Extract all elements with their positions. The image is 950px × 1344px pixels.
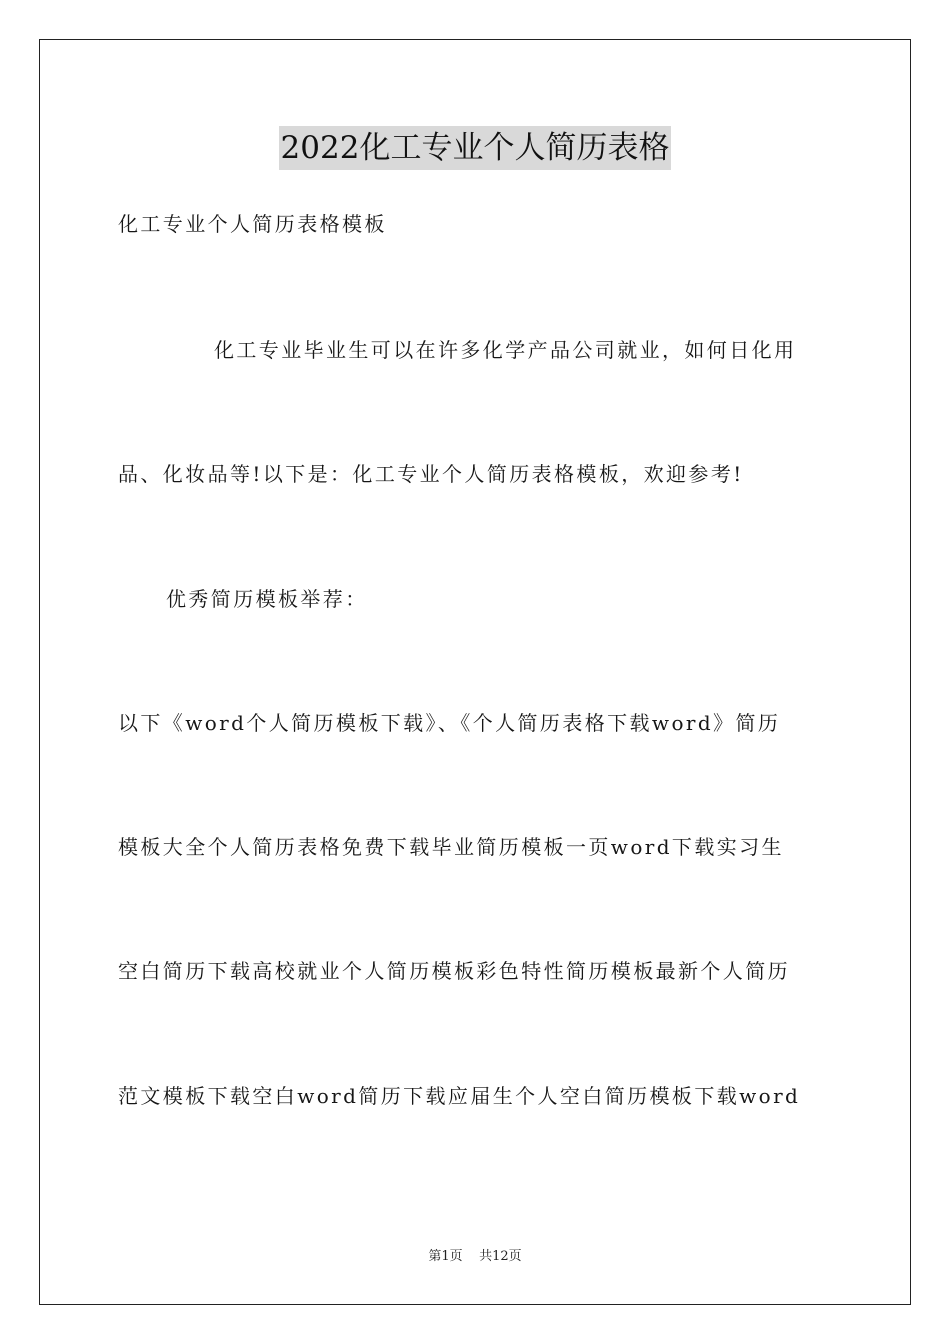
paragraph-line-1: 化工专业毕业生可以在许多化学产品公司就业，如何日化用 — [214, 338, 797, 362]
document-subtitle: 化工专业个人简历表格模板 — [118, 212, 387, 236]
title-container — [0, 126, 950, 170]
page-number-footer: 第1页 共12页 — [428, 1249, 522, 1264]
paragraph-line-4: 以下《word个人简历模板下载》、《个人简历表格下载word》简历 — [118, 711, 781, 735]
paragraph-line-7: 范文模板下载空白word简历下载应届生个人空白简历模板下载word — [118, 1084, 801, 1108]
paragraph-line-5: 模板大全个人简历表格免费下载毕业简历模板一页word下载实习生 — [118, 835, 784, 859]
paragraph-line-6: 空白简历下载高校就业个人简历模板彩色特性简历模板最新个人简历 — [118, 959, 790, 983]
paragraph-line-2: 品、化妆品等!以下是：化工专业个人简历表格模板，欢迎参考! — [118, 462, 744, 486]
paragraph-line-3: 优秀简历模板举荐： — [166, 587, 368, 611]
document-title: 2022化工专业个人简历表格 — [279, 126, 672, 170]
